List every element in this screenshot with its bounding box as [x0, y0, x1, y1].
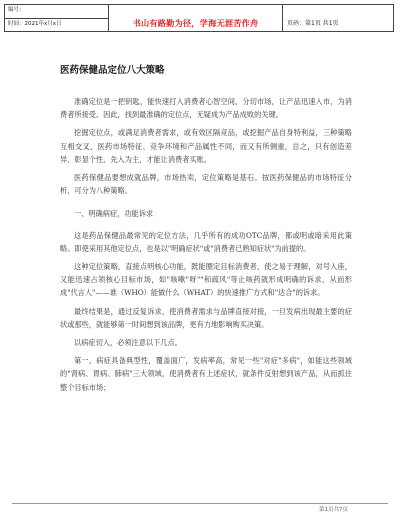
footer-page-number: 第1页共7页	[319, 507, 348, 513]
date-label: 时间：2021年x月x日	[5, 18, 108, 32]
paragraph: 医药保健品要想成就品牌，市场热卖，定位策略是基石。按医药保健品的市场特征分析，可分为八种策略。	[60, 173, 352, 196]
section-heading: 一、明确病症，功能诉求	[74, 209, 154, 219]
paragraph: 挖掘定位点，或满足消费者需求，或有效区隔竞品，或挖掘产品自身特利益，三种策略互相交叉，医药市场特征、竞争环境和产品属性不同，而又有所侧重，总之，只有创造差异、彰显个性、先入为主，才能让消费者买账。	[60, 128, 352, 164]
document-body	[60, 95, 352, 399]
page-count-label: 页码：第1页 共1页	[287, 20, 339, 27]
header-page-cell	[283, 5, 393, 31]
document-title: 医药保健品定位八大策略	[60, 65, 165, 76]
footer-divider	[12, 503, 388, 504]
serial-number-label: 编号：	[8, 7, 25, 13]
document-header	[4, 4, 394, 32]
paragraph: 以病症切入，必须注意以下几点。	[74, 338, 182, 348]
header-left-cell	[5, 5, 109, 31]
paragraph: 最终结果是，通过反复诉求，使消费者需求与品牌直接对接，一旦发病出现最主要的症状或那些，就能够第一时间想到该品牌，更有力地影响购买决策。	[60, 306, 352, 329]
paragraph: 第一，病症具备典型性，覆盖面广，发病率高，常见一些"对症"多病"，如能这些领域的"肾病、胃病、肺病"三大领域，使消费者有上述症状，就条件反射想到该产品，从而抓住整个目标市场；	[60, 356, 352, 392]
paragraph: 准确定位是一把钥匙，能快速打入消费者心智空间，分切市场，让产品迅速入市，为消费者所接受。因此，找到最准确的定位点，无疑成为产品成败的关键。	[60, 97, 352, 120]
paragraph: 这是药品保健品最常见的定位方法，几乎所有的成功OTC品牌，都或明或暗采用此策略。即使采用其他定位点，也是以"明确症状"或"消费者已熟知症状"为前提的。	[60, 230, 352, 253]
motto-text: 书山有路勤为径，学海无涯苦作舟	[132, 17, 259, 28]
header-motto-cell	[109, 5, 283, 31]
paragraph: 这种定位策略，直接点明核心功能，既能圈定目标消费者，使之易于理解，对号入座，又能迅速占领核心目标市场，如"咳嗽"呀""和疏风"等止咳药就形成明确的诉求，从而形成"代言人"——谁（WHO）能做什么（WHAT）的快速推广方式和"达合"的诉求。	[60, 262, 352, 298]
